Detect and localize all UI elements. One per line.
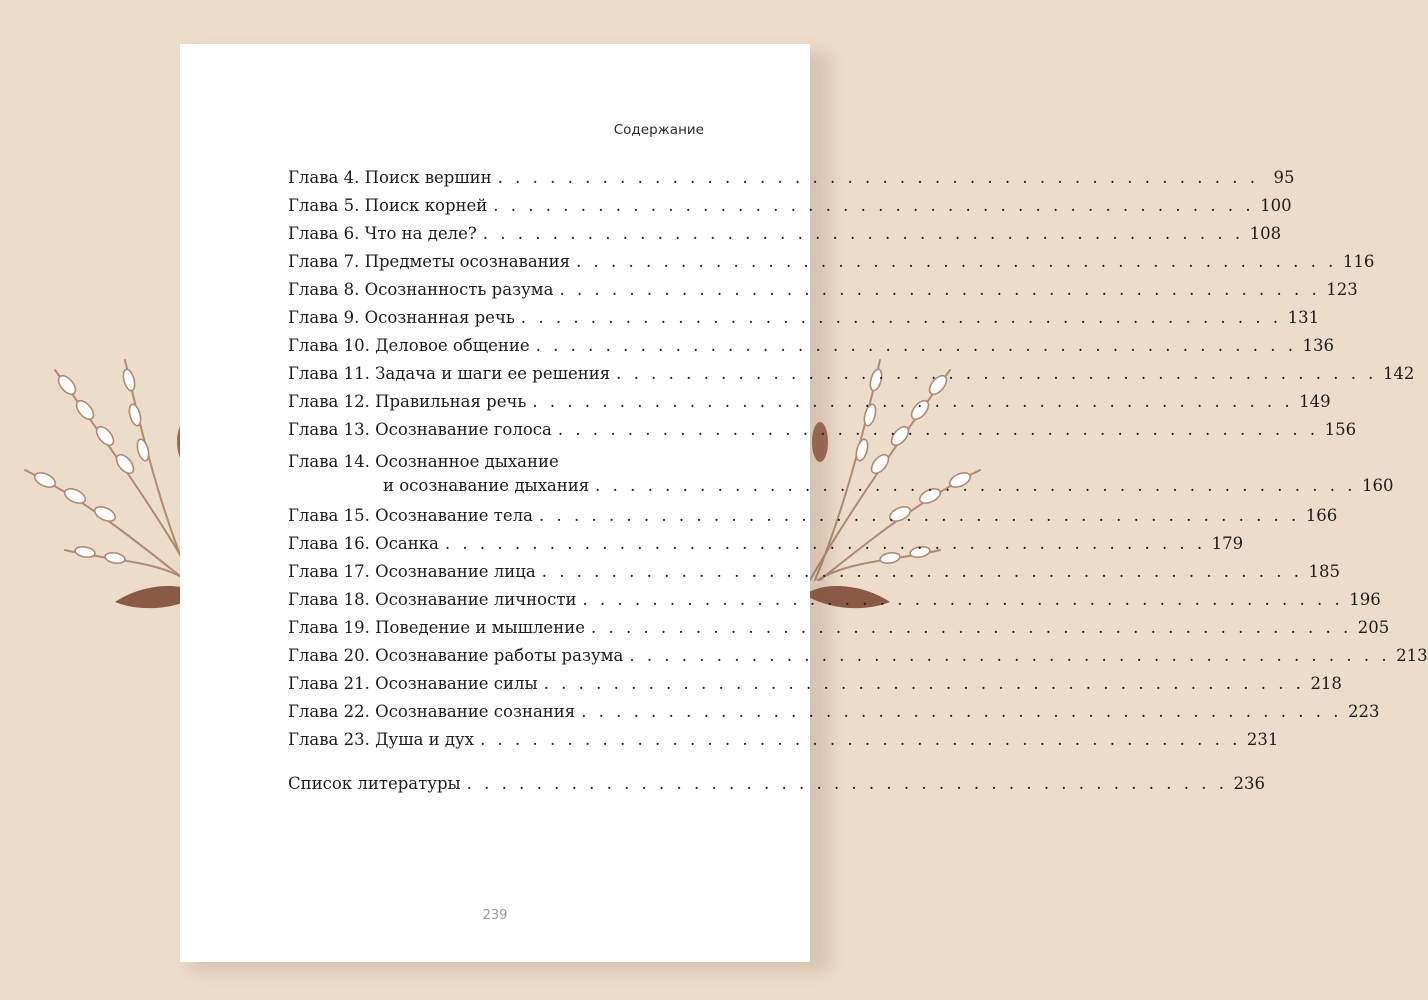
toc-entry-chapter-19	[288, 618, 1390, 646]
toc-entry-chapter-8	[288, 280, 1358, 308]
toc-entry-page-number: 95	[1273, 168, 1295, 187]
book-page	[180, 44, 1428, 962]
dot-leader: . . . . . . . . . . . . . . . . . . . . . . . . . . . . . . . . . . . . . . . . . . . .	[581, 702, 1342, 721]
toc-entry-title: Глава 13. Осознавание голоса	[288, 420, 552, 439]
toc-entry-chapter-7	[288, 252, 1375, 280]
toc-entry-chapter-16	[288, 534, 1244, 562]
toc-entry-chapter-21	[288, 674, 1342, 702]
toc-entry-title: Глава 21. Осознавание силы	[288, 674, 538, 693]
toc-entry-title: Глава 15. Осознавание тела	[288, 506, 533, 525]
toc-entry-page-number: 166	[1305, 506, 1338, 525]
dot-leader: . . . . . . . . . . . . . . . . . . . . . . . . . . . . . . . . . . . . . . . . . . . .	[466, 774, 1228, 793]
toc-entry-title: Глава 10. Деловое общение	[288, 336, 530, 355]
dot-leader: . . . . . . . . . . . . . . . . . . . . . . . . . . . . . . . . . . . . . . . . . . . .	[538, 506, 1300, 525]
dot-leader: . . . . . . . . . . . . . . . . . . . . . . . . . . . . . . . . . . . . . . . . . . . .	[582, 590, 1344, 609]
toc-entry-chapter-10	[288, 336, 1334, 364]
toc-entry-title: Глава 23. Душа и дух	[288, 730, 475, 749]
dot-leader: . . . . . . . . . . . . . . . . . . . . . . . . . . . . . . . . . . . . . . . . . . . .	[497, 168, 1259, 187]
table-of-contents	[288, 168, 1428, 802]
toc-entry-title: Глава 19. Поведение и мышление	[288, 618, 585, 637]
dot-leader: . . . . . . . . . . . . . . . . . . . . . . . . . . . . . . . . . . . . . . . . . . . .	[595, 476, 1356, 495]
toc-entry-chapter-22	[288, 702, 1380, 730]
toc-entry-page-number: 142	[1382, 364, 1415, 383]
dot-leader: . . . . . . . . . . . . . . . . . . . . . . . . . . . . . . . . . . . . . . . . . . . .	[520, 308, 1282, 327]
toc-entry-page-number: 185	[1308, 562, 1341, 581]
dot-leader: . . . . . . . . . . . . . . . . . . . . . . . . . . . . . . . . . . . . . . . . . . . .	[482, 224, 1244, 243]
toc-entry-title: Глава 5. Поиск корней	[288, 196, 488, 215]
toc-entry-title: Глава 18. Осознавание личности	[288, 590, 577, 609]
toc-entry-chapter-20	[288, 646, 1428, 674]
toc-entry-title: Глава 16. Осанка	[288, 534, 439, 553]
toc-entry-page-number: 149	[1299, 392, 1331, 411]
toc-entry-page-number: 236	[1233, 774, 1265, 793]
running-head: Содержание	[613, 122, 704, 138]
toc-entry-chapter-6	[288, 224, 1282, 252]
dot-leader: . . . . . . . . . . . . . . . . . . . . . . . . . . . . . . . . . . . . . . . . . . . .	[543, 674, 1305, 693]
dot-leader: . . . . . . . . . . . . . . . . . . . . . . . . . . . . . . . . . . . . . . . . . . . .	[493, 196, 1255, 215]
toc-entry-title: Глава 20. Осознавание работы разума	[288, 646, 624, 665]
dot-leader: . . . . . . . . . . . . . . . . . . . . . . . . . . . . . . . . . . . . . . . . . . . .	[590, 618, 1352, 637]
dot-leader: . . . . . . . . . . . . . . . . . . . . . . . . . . . . . . . . . . . . . . . . . . . .	[576, 252, 1337, 271]
toc-entry-chapter-14	[288, 448, 1394, 506]
toc-entry-page-number: 160	[1361, 476, 1394, 495]
toc-entry-title: Глава 22. Осознавание сознания	[288, 702, 576, 721]
dot-leader: . . . . . . . . . . . . . . . . . . . . . . . . . . . . . . . . . . . . . . . . . . . .	[444, 534, 1206, 553]
toc-entry-title: Глава 7. Предметы осознавания	[288, 252, 571, 271]
toc-entry-title: Глава 12. Правильная речь	[288, 392, 527, 411]
dot-leader: . . . . . . . . . . . . . . . . . . . . . . . . . . . . . . . . . . . . . . . . . . . .	[480, 730, 1241, 749]
toc-entry-chapter-15	[288, 506, 1338, 534]
toc-entry-bibliography	[288, 774, 1265, 802]
toc-entry-page-number: 205	[1357, 618, 1390, 637]
toc-entry-page-number: 179	[1211, 534, 1244, 553]
dot-leader: . . . . . . . . . . . . . . . . . . . . . . . . . . . . . . . . . . . . . . . . . . . .	[541, 562, 1303, 581]
toc-entry-title: Глава 9. Осознанная речь	[288, 308, 515, 327]
toc-entry-page-number: 223	[1348, 702, 1380, 721]
toc-entry-title: Глава 11. Задача и шаги ее решения	[288, 364, 611, 383]
toc-entry-page-number: 116	[1342, 252, 1375, 271]
toc-entry-page-number: 156	[1324, 420, 1357, 439]
toc-entry-page-number: 108	[1249, 224, 1282, 243]
dot-leader: . . . . . . . . . . . . . . . . . . . . . . . . . . . . . . . . . . . . . . . . . . . .	[557, 420, 1319, 439]
toc-entry-title-continuation: и осознавание дыхания	[383, 476, 590, 495]
toc-entry-page-number: 231	[1246, 730, 1279, 749]
toc-entry-chapter-4	[288, 168, 1295, 196]
toc-entry-title: Глава 4. Поиск вершин	[288, 168, 492, 187]
toc-entry-title: Глава 6. Что на деле?	[288, 224, 477, 243]
toc-entry-title: Глава 8. Осознанность разума	[288, 280, 554, 299]
dot-leader: . . . . . . . . . . . . . . . . . . . . . . . . . . . . . . . . . . . . . . . . . . . .	[629, 646, 1391, 665]
toc-entry-page-number: 213	[1396, 646, 1428, 665]
dot-leader: . . . . . . . . . . . . . . . . . . . . . . . . . . . . . . . . . . . . . . . . . . . .	[559, 280, 1321, 299]
toc-entry-chapter-5	[288, 196, 1292, 224]
toc-entry-chapter-18	[288, 590, 1381, 618]
toc-entry-title: Глава 17. Осознавание лица	[288, 562, 536, 581]
toc-entry-title: Список литературы	[288, 774, 461, 793]
toc-entry-chapter-23	[288, 730, 1279, 758]
toc-entry-page-number: 123	[1326, 280, 1358, 299]
toc-entry-chapter-13	[288, 420, 1357, 448]
toc-entry-page-number: 196	[1349, 590, 1381, 609]
toc-entry-page-number: 100	[1260, 196, 1292, 215]
toc-entry-title: Глава 14. Осознанное дыхание	[288, 452, 559, 471]
toc-entry-chapter-9	[288, 308, 1320, 336]
dot-leader: . . . . . . . . . . . . . . . . . . . . . . . . . . . . . . . . . . . . . . . . . . . .	[535, 336, 1297, 355]
dot-leader: . . . . . . . . . . . . . . . . . . . . . . . . . . . . . . . . . . . . . . . . . . . .	[616, 364, 1377, 383]
toc-entry-chapter-17	[288, 562, 1341, 590]
toc-entry-chapter-12	[288, 392, 1331, 420]
toc-entry-page-number: 136	[1302, 336, 1334, 355]
toc-entry-page-number: 218	[1310, 674, 1342, 693]
toc-entry-page-number: 131	[1287, 308, 1320, 327]
toc-entry-chapter-11	[288, 364, 1415, 392]
page-number-folio: 239	[482, 908, 508, 923]
dot-leader: . . . . . . . . . . . . . . . . . . . . . . . . . . . . . . . . . . . . . . . . . . . .	[532, 392, 1294, 411]
